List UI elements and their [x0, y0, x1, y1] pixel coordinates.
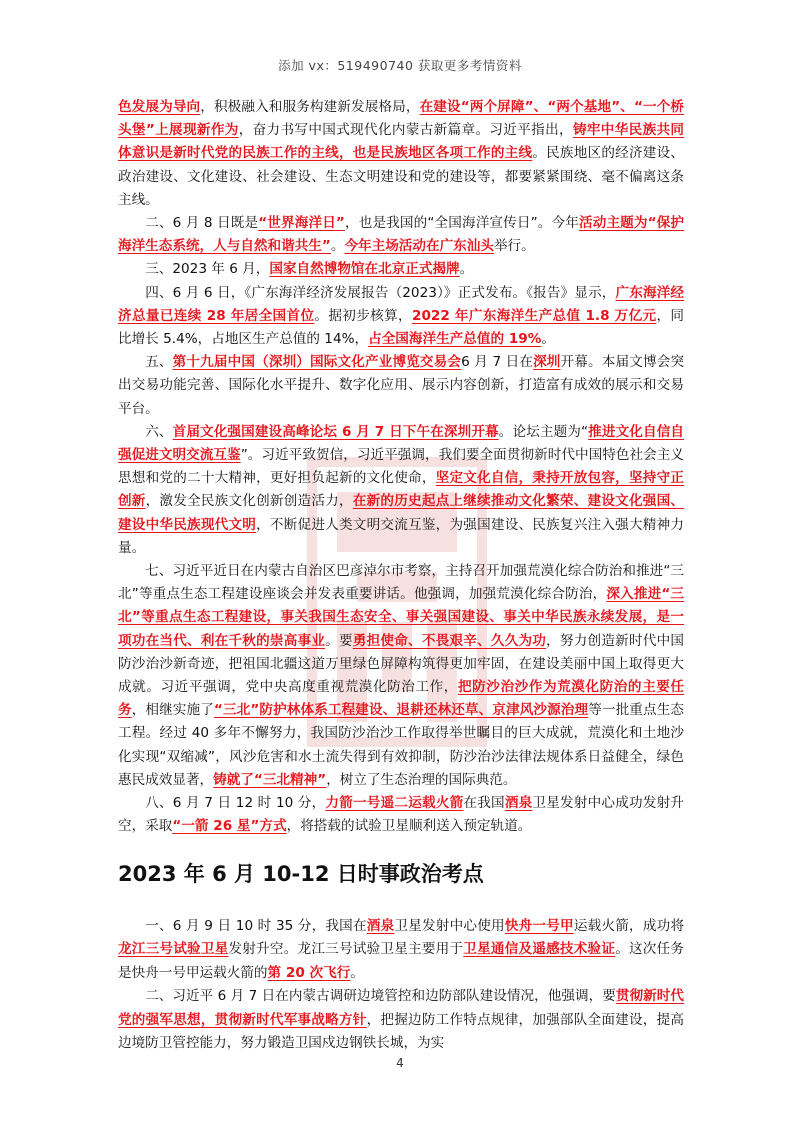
highlighted-text: 推进文化自信自强促进文明交流互鉴	[118, 423, 685, 464]
highlighted-text: 勇担使命、不畏艰辛、久久为功	[352, 632, 547, 649]
body-text: 开幕。本届文博会突出交易功能完善、国际化水平提升、数字化应用、展示内容创新，打造富有成效的展示和交易平台。	[118, 354, 685, 417]
news-item-6	[118, 421, 684, 560]
news-item-3	[118, 258, 684, 281]
highlighted-text: 2022 年广东海洋生产总值 1.8 万亿元	[412, 307, 657, 324]
highlighted-text: 第十九届中国（深圳）国际文化产业博览交易会	[172, 354, 462, 371]
body-text: 。民族地区的经济建设、政治建设、文化建设、社会建设、生态文明建设和党的建设等，都要紧紧围绕、毫不偏离这条主线。	[118, 145, 685, 208]
body-text: 。要	[325, 632, 353, 649]
news-item-7	[118, 560, 684, 792]
highlighted-text: 把防沙治沙作为荒漠化防治的主要任务	[118, 679, 685, 719]
body-text: 五、	[145, 354, 173, 371]
body-text: 卫星发射中心使用	[394, 917, 505, 934]
body-text: 6 月 7 日在	[461, 354, 534, 371]
section-title: 2023 年 6 月 10-12 日时事政治考点	[118, 861, 484, 886]
body-text: ，将搭载的试验卫星顺利送入预定轨道。	[286, 818, 532, 835]
body-text: 在我国	[463, 795, 505, 812]
body-text: 。	[330, 238, 345, 255]
body-text: 。据初步核算，	[314, 307, 412, 324]
highlighted-text: 广东海洋经济总量已连续 28 年居全国首位	[118, 284, 684, 324]
highlighted-text: 快舟一号甲	[504, 917, 574, 934]
body-text: ，努力创造新时代中国防沙治沙新奇迹，把祖国北疆这道万里绿色屏障构筑得更加牢固，在建设美丽中国上取得更大成就。习近平强调，党中央高度重视荒漠化防治工作，	[118, 632, 685, 696]
highlighted-text: 深圳	[533, 354, 561, 371]
section-item-1	[118, 915, 684, 986]
highlighted-text: 今年主场活动在广东汕头	[344, 238, 494, 255]
news-item-5	[118, 351, 684, 421]
body-text: 三、2023 年 6 月，	[145, 261, 270, 278]
news-item-8	[118, 792, 684, 838]
body-text: 。论坛主题为“	[498, 423, 589, 440]
highlighted-text: 在建设“两个屏障”、“两个基地”、“一个桥头堡”上展现新作为	[118, 99, 685, 139]
page-header: 添加 vx：519490740 获取更多考情资料	[278, 58, 522, 73]
body-text: ”。习近平致贺信，习近平强调，我们要全面贯彻新时代中国特色社会主义思想和党的二十大精神，更好担负起新的文化使命，	[118, 447, 684, 487]
body-text: 等一批重点生态工程。经过 40 多年不懈努力，我国防沙治沙工作取得举世瞩目的巨大成就，荒漠化和土地沙化实现“双缩减”，风沙危害和水土流失得到有效抑制，防沙治沙法律法规体系日益健全，绿色惠民成效显著，	[118, 702, 684, 788]
body-text: ，树立了生态治理的国际典范。	[326, 771, 517, 788]
highlighted-text: 酒泉	[366, 917, 395, 934]
body-text: ，不断促进人类文明交流互鉴，为强国建设、民族复兴注入强大精神力量。	[118, 516, 685, 556]
body-text: ，也是我国的“全国海洋宣传日”。今年	[344, 215, 579, 232]
highlighted-text: 深入推进“三北”等重点生态工程建设，事关我国生态安全、事关强国建设、事关中华民族永续发展，是一项功在当代、利在千秋的崇高事业	[118, 586, 684, 649]
body-text: 四、6 月 6 日，《广东海洋经济发展报告（2023）》正式发布。《报告》显示，	[145, 284, 616, 301]
body-text: 卫星发射中心成功发射升空，采取	[118, 795, 685, 835]
highlighted-text: 第 20 次飞行	[267, 964, 351, 981]
body-text: 六、	[145, 423, 173, 440]
highlighted-text: 卫星通信及遥感技术验证	[463, 941, 616, 957]
highlighted-text: “一箭 26 星”方式	[172, 818, 287, 835]
highlighted-text: 铸就了“三北精神”	[213, 771, 327, 788]
document-body	[118, 96, 684, 1056]
highlighted-text: “世界海洋日”	[258, 215, 345, 232]
highlighted-text: 国家自然博物馆在北京正式揭牌	[269, 261, 460, 278]
news-item-4	[118, 282, 684, 352]
highlighted-text: 力箭一号遥二运载火箭	[325, 795, 464, 812]
page-number: 4	[396, 1056, 404, 1070]
body-text: 运载火箭，成功将	[573, 917, 685, 934]
body-text: 。这次任务是快舟一号甲运载火箭的	[118, 941, 685, 981]
intro-paragraph	[118, 96, 684, 212]
highlighted-text: 坚定文化自信，秉持开放包容，坚持守正创新	[118, 470, 685, 510]
body-text: 二、习近平 6 月 7 日在内蒙古调研边境管控和边防部队建设情况，他强调，要	[145, 988, 616, 1004]
highlighted-text: 首届文化强国建设高峰论坛 6 月 7 日下午在深圳开幕	[172, 423, 499, 440]
highlighted-text: 在新的历史起点上继续推动文化繁荣、建设文化强国、建设中华民族现代文明	[118, 493, 685, 533]
body-text: 。	[350, 964, 364, 981]
highlighted-text: “三北”防护林体系工程建设、退耕还林还草、京津风沙源治理	[213, 702, 589, 719]
highlighted-text: 活动主题为“保护海洋生态系统，人与自然和谐共生”	[118, 215, 685, 255]
body-text: ，相继实施了	[131, 702, 214, 719]
body-text: 一、6 月 9 日 10 时 35 分，我国在	[145, 917, 367, 934]
body-text: 发射升空。龙江三号试验卫星主要用于	[228, 941, 464, 957]
news-item-2	[118, 212, 684, 258]
body-text: 八、6 月 7 日 12 时 10 分，	[145, 795, 326, 812]
highlighted-text: 占全国海洋生产总值的 19%	[368, 331, 542, 348]
highlighted-text: 色发展为导向	[118, 99, 201, 115]
body-text: 。	[459, 261, 474, 278]
body-text: ，激发全民族文化创新创造活力，	[145, 493, 353, 510]
highlighted-text: 铸牢中华民族共同体意识是新时代党的民族工作的主线，也是民族地区各项工作的主线	[118, 122, 685, 162]
highlighted-text: 龙江三号试验卫星	[118, 941, 229, 957]
body-text: ，奋力书写中国式现代化内蒙古新篇章。习近平指出，	[238, 122, 573, 139]
body-text: 七、习近平近日在内蒙古自治区巴彦淖尔市考察，主持召开加强荒漠化综合防治和推进“三北”等重点生态工程建设座谈会并发表重要讲话。他强调，加强荒漠化综合防治，	[118, 563, 684, 603]
body-text: 二、6 月 8 日既是	[145, 215, 259, 232]
highlighted-text: 贯彻新时代党的强军思想，贯彻新时代军事战略方针	[118, 988, 684, 1028]
body-text: ，同比增长 5.4%，占地区生产总值的 14%，	[118, 307, 685, 348]
body-text: ，积极融入和服务构建新发展格局，	[200, 99, 420, 115]
body-text: 。	[541, 331, 555, 348]
section-item-2	[118, 985, 684, 1056]
body-text: 举行。	[493, 238, 535, 255]
body-text: ，把握边防工作特点规律，加强部队全面建设，提高边境防卫管控能力，努力锻造卫国戍边钢铁长城，为实	[118, 1011, 685, 1051]
highlighted-text: 酒泉	[504, 795, 533, 812]
